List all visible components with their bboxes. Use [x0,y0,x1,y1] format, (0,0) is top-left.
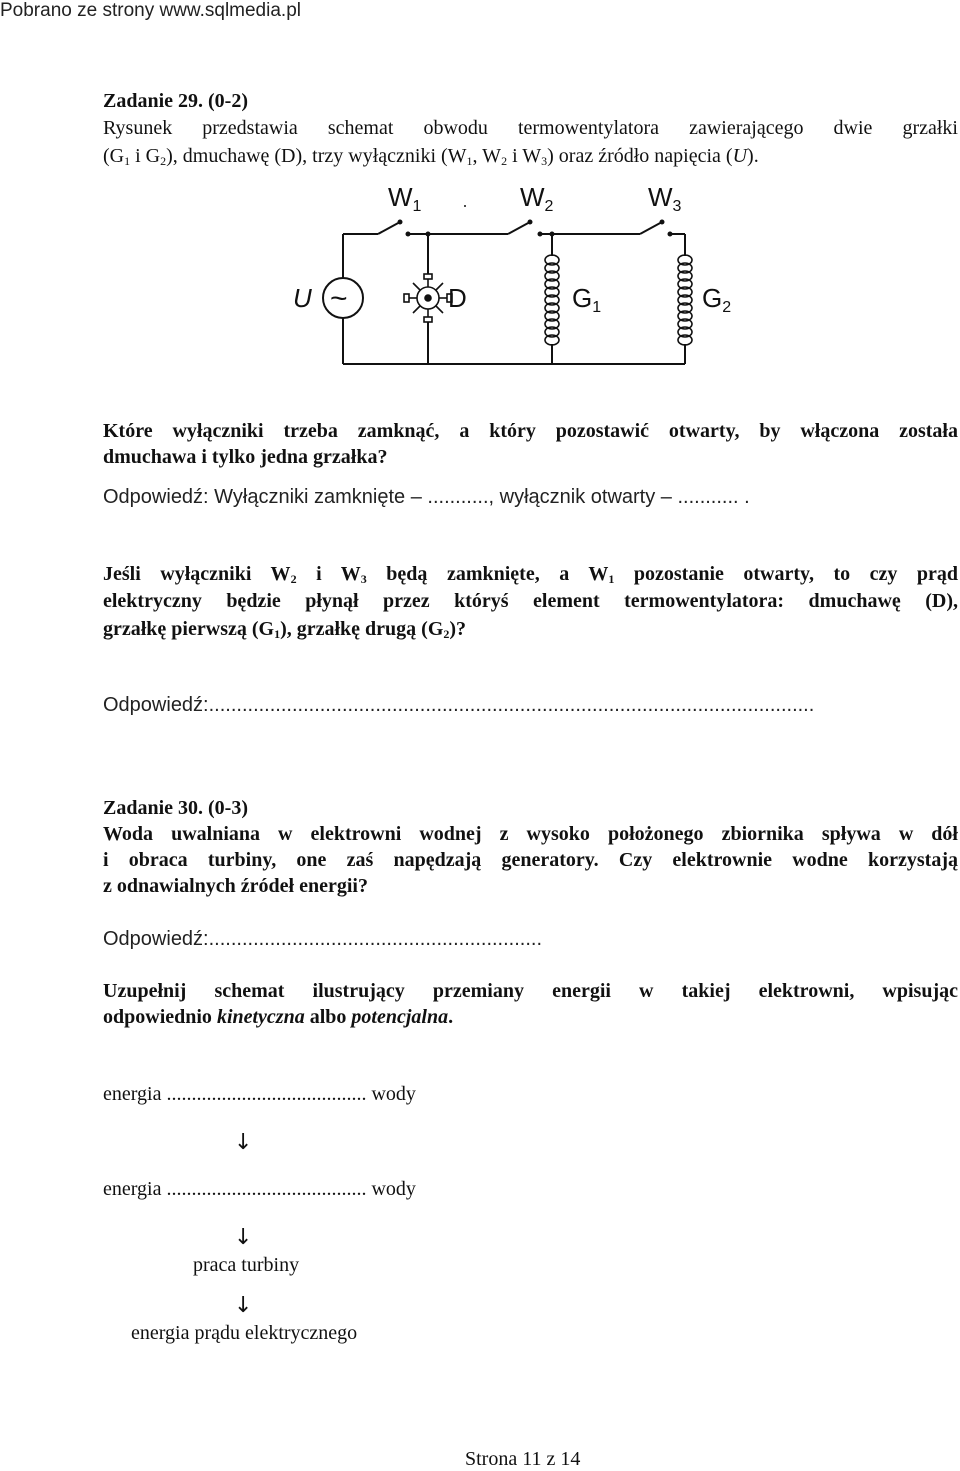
task29-intro-line1: Rysunek przedstawia schemat obwodu termowentylatora zawierającego dwie grzałki [103,117,958,139]
task30-text-line2: i obraca turbiny, one zaś napędzają generatory. Czy elektrownie wodne korzystają [103,849,958,871]
circuit-diagram [0,170,960,380]
switch-w2 [508,222,530,234]
page-number: Strona 11 z 14 [465,1448,581,1470]
task29-answer2[interactable]: Odpowiedź:............................................................................................................. [103,694,815,716]
task29-answer1[interactable]: Odpowiedź: Wyłączniki zamknięte – ..........., wyłącznik otwarty – ........... . [103,486,750,508]
heater-g2-icon [678,255,692,345]
fan-icon [404,274,452,322]
task30-instruction-line1: Uzupełnij schemat ilustrujący przemiany energii w takiej elektrowni, wpisując [103,980,958,1002]
label-w2: W2 [520,182,554,215]
switch-w1 [378,222,400,234]
label-source: U [293,283,312,313]
task30-text-line3: z odnawialnych źródeł energii? [103,875,368,897]
flow-step2[interactable]: energia ........................................ wody [103,1178,416,1200]
task30-text-line1: Woda uwalniana w elektrowni wodnej z wysoko położonego zbiornika spływa w dół [103,823,958,845]
heater-g1-icon [545,255,559,345]
task29-question2-line3: grzałkę pierwszą $(G_1)$, grzałkę drugą $(G_2)$? [103,618,467,641]
task29-question1-line2: dmuchawa i tylko jedna grzałka? [103,446,388,468]
down-arrow-icon: ↓ [234,1225,253,1250]
label-w1: W1 [388,182,422,215]
task29-question2-line2: elektryczny będzie płynął przez któryś element termowentylatora: dmuchawę (D), [103,590,958,612]
task29-question1-line1: Które wyłączniki trzeba zamknąć, a który pozostawić otwarty, by włączona została [103,420,958,442]
task29-heading: Zadanie 29. (0-2) [103,90,248,112]
task30-instruction-line2: odpowiednio kinetyczna albo potencjalna. [103,1006,454,1028]
task30-heading: Zadanie 30. (0-3) [103,797,248,819]
task30-answer[interactable]: Odpowiedź:............................................................ [103,928,543,950]
label-g2: G2 [702,283,732,316]
label-tilde: ~ [330,282,348,315]
label-fan: D [448,283,467,313]
label-w3: W3 [648,182,682,215]
flow-step4: energia prądu elektrycznego [131,1322,358,1344]
task29-intro-line2: ($G_1$ i $G_2$), dmuchawę (D), trzy wyłączniki ($W_1$, $W_2$ i $W_3$) oraz źródło napięcia (U). [103,145,759,168]
switch-w3 [640,222,662,234]
flow-step3: praca turbiny [193,1254,300,1276]
label-g1: G1 [572,283,602,316]
watermark[interactable]: Pobrano ze strony www.sqlmedia.pl [0,0,301,21]
down-arrow-icon: ↓ [234,1293,253,1318]
flow-step1[interactable]: energia ........................................ wody [103,1083,416,1105]
down-arrow-icon: ↓ [234,1130,253,1155]
task29-question2-line1: Jeśli wyłączniki $W_2$ i $W_3$ będą zamknięte, a $W_1$ pozostanie otwarty, to czy prąd [103,563,959,586]
